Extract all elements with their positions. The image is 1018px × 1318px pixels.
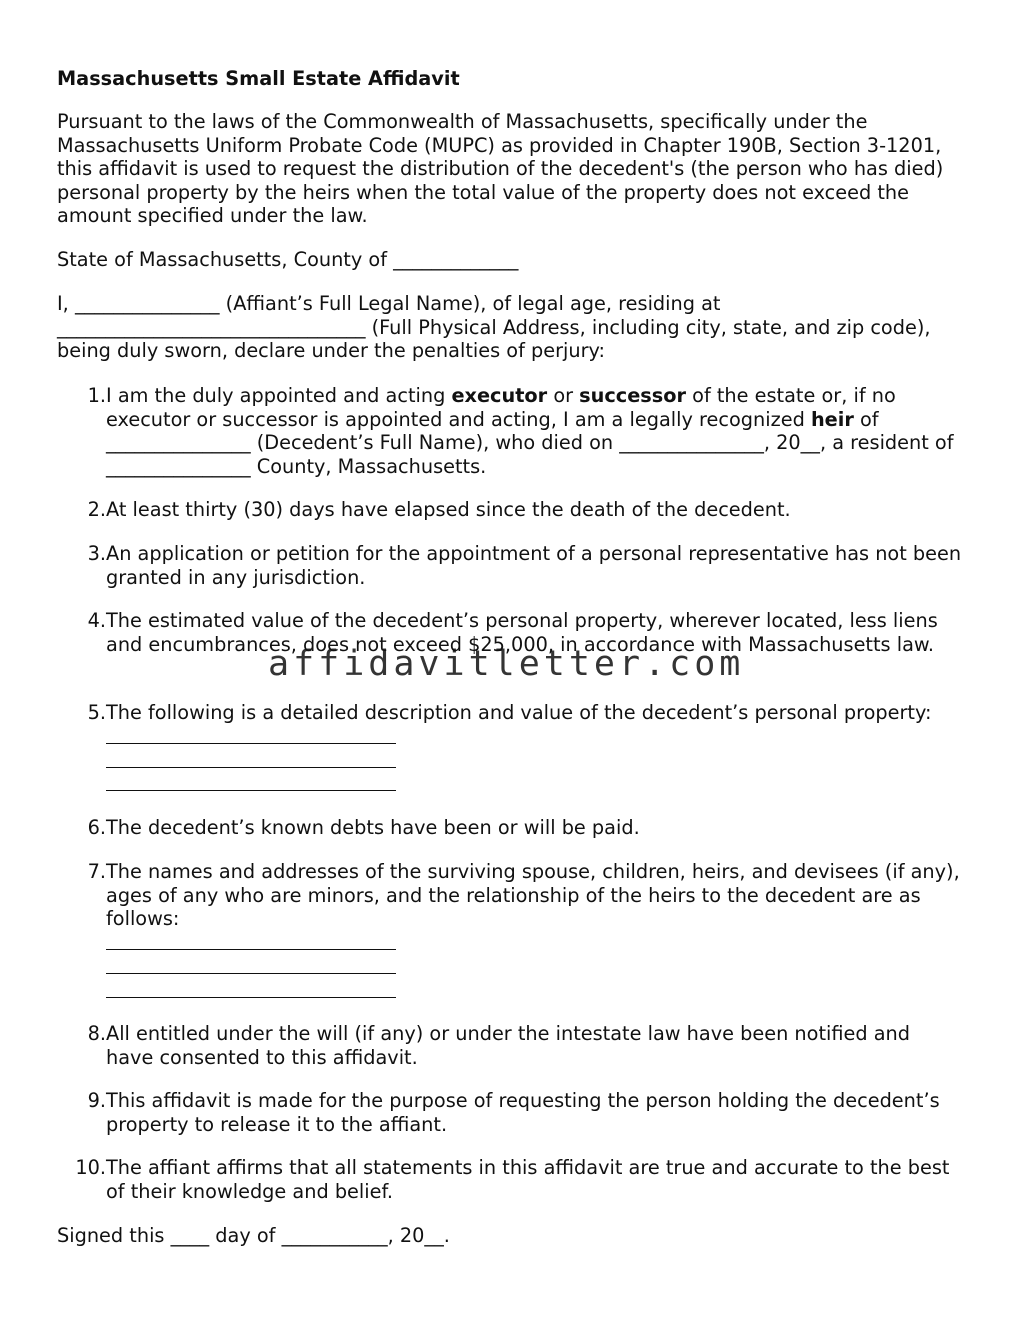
item-text: At least thirty (30) days have elapsed since the death of the decedent. (106, 498, 791, 521)
item-number: 2. (87, 498, 106, 521)
affiant-declaration (57, 292, 962, 363)
item-text: An application or petition for the appointment of a personal representative has not been granted in any jurisdiction. (106, 542, 962, 589)
affiant-line-1: I, _______________ (Affiant’s Full Legal Name), of legal age, residing at (57, 292, 721, 315)
item-number: 10. (75, 1156, 106, 1179)
affiant-line-2: ________________________________ (Full Physical Address, including city, state, and zip code), (57, 315, 931, 339)
state-county-line: State of Massachusetts, County of _____________ (57, 248, 519, 271)
document-title: Massachusetts Small Estate Affidavit (57, 67, 460, 90)
item-text: All entitled under the will (if any) or under the intestate law have been notified and have consented to this affidavit. (106, 1022, 911, 1069)
affiant-line-3: being duly sworn, declare under the penalties of perjury: (57, 339, 606, 363)
blank-line[interactable] (106, 772, 396, 796)
item-text: I am the duly appointed and acting executor or successor of the estate or, if no executor or successor is appointed and acting, I am a legally recognized heir of _______________ (Decedent’s Full Name), who died on _______________, 20__, a resident of _______________ County, Massachusetts. (106, 384, 954, 478)
item-text: The estimated value of the decedent’s personal property, wherever located, less liens and encumbrances, does not exceed $25,000, in accordance with Massachusetts law. (106, 609, 938, 656)
item-text: The decedent’s known debts have been or will be paid. (106, 816, 640, 839)
item-number: 4. (87, 609, 106, 632)
intro-paragraph: Pursuant to the laws of the Commonwealth of Massachusetts, specifically under the Massachusetts Uniform Probate Code (MUPC) as provided in Chapter 190B, Section 3-1201, this affidavit is used to request the distribution of the decedent's (the person who has died) personal property by the heirs when the total value of the property does not exceed the amount specified under the law. (57, 110, 944, 228)
watermark: affidavitletter.com (268, 644, 745, 684)
blank-line[interactable] (106, 954, 396, 978)
item-text: The following is a detailed description and value of the decedent’s personal property: (106, 701, 962, 795)
signed-line: Signed this ____ day of ___________, 20__. (57, 1224, 450, 1247)
blank-line[interactable] (106, 748, 396, 772)
blank-line[interactable] (106, 725, 396, 749)
item-number: 9. (87, 1089, 106, 1112)
item-number: 1. (87, 384, 106, 407)
item-number: 8. (87, 1022, 106, 1045)
item-text: The affiant affirms that all statements in this affidavit are true and accurate to the best of their knowledge and belief. (106, 1156, 950, 1203)
blank-line[interactable] (106, 978, 396, 1002)
item-number: 7. (87, 860, 106, 883)
item-text: This affidavit is made for the purpose of requesting the person holding the decedent’s property to release it to the affiant. (106, 1089, 940, 1136)
item-number: 6. (87, 816, 106, 839)
item-number: 3. (87, 542, 106, 565)
blank-line[interactable] (106, 931, 396, 955)
item-number: 5. (87, 701, 106, 724)
item-text: The names and addresses of the surviving spouse, children, heirs, and devisees (if any), ages of any who are minors, and the relationship of the heirs to the decedent are as follows: (106, 860, 962, 1002)
